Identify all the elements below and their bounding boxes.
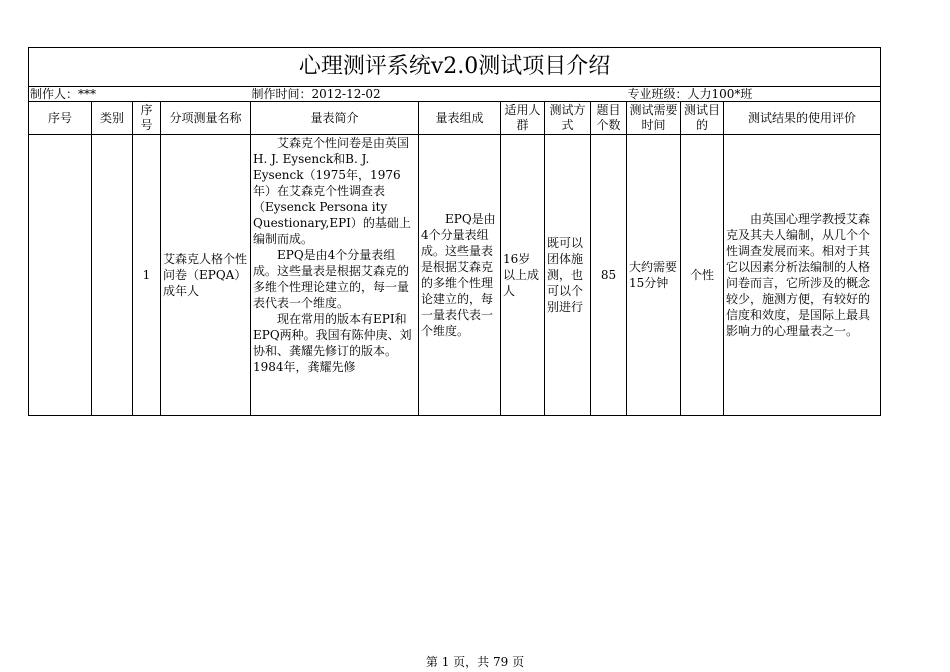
- table-row: [29, 135, 881, 416]
- header-category: 类别: [92, 102, 133, 135]
- intro-paragraph-3: 现在常用的版本有EPI和EPQ两种。我国有陈仲庚、刘协和、龚耀先修订的版本。1984年，龚耀先修: [253, 312, 412, 374]
- page-footer: [0, 653, 950, 670]
- author-field: 制作人：***: [29, 87, 251, 102]
- header-subseq: 序号: [133, 102, 161, 135]
- cell-name: 艾森克人格个性问卷（EPQA）成年人: [161, 135, 251, 416]
- evaluation-text: 由英国心理学教授艾森克及其夫人编制，从几个个性调查发展而来。相对于其它以因素分析法编制的人格问卷而言，它所涉及的概念较少，施测方便，有较好的信度和效度，是国际上最具影响力的心理量表之一。: [726, 212, 871, 338]
- cell-composition: [419, 135, 501, 416]
- header-audience: 适用人群: [501, 102, 545, 135]
- date-field: 制作时间：2012-12-02: [251, 87, 627, 102]
- cell-audience: 16岁以上成人: [501, 135, 545, 416]
- cell-method: 既可以团体施测，也可以个别进行: [545, 135, 591, 416]
- cell-seq: [29, 135, 92, 416]
- cell-subseq: 1: [133, 135, 161, 416]
- cell-time: 大约需要15分钟: [627, 135, 681, 416]
- header-count: 题目个数: [591, 102, 627, 135]
- cell-evaluation: [724, 135, 881, 416]
- cell-purpose: 个性: [681, 135, 724, 416]
- header-composition: 量表组成: [419, 102, 501, 135]
- test-items-table: [28, 47, 881, 416]
- header-name: 分项测量名称: [161, 102, 251, 135]
- page-title: 心理测评系统v2.0测试项目介绍: [29, 48, 881, 87]
- intro-paragraph-2: EPQ是由4个分量表组成。这些量表是根据艾森克的多维个性理论建立的，每一量表代表一个维度。: [253, 248, 410, 310]
- header-intro: 量表简介: [251, 102, 419, 135]
- header-purpose: 测试目的: [681, 102, 724, 135]
- cell-count: 85: [591, 135, 627, 416]
- spreadsheet-page: [28, 47, 880, 416]
- cell-intro: [251, 135, 419, 416]
- header-seq: 序号: [29, 102, 92, 135]
- header-row: [29, 102, 881, 135]
- header-time: 测试需要时间: [627, 102, 681, 135]
- header-method: 测试方式: [545, 102, 591, 135]
- composition-text: EPQ是由4个分量表组成。这些量表是根据艾森克的多维个性理论建立的，每一量表代表一个维度。: [421, 212, 496, 338]
- intro-paragraph-1: 艾森克个性问卷是由英国H. J. Eysenck和B. J. Eysenck（1975年，1976年）在艾森克个性调查表（Eysenck Persona ity Questionary,EPI）的基础上编制而成。: [253, 136, 411, 246]
- class-field: 专业班级：人力100*班: [627, 87, 881, 102]
- cell-category: [92, 135, 133, 416]
- page-number: 第 1 页，共 79 页: [425, 655, 525, 669]
- header-evaluation: 测试结果的使用评价: [724, 102, 881, 135]
